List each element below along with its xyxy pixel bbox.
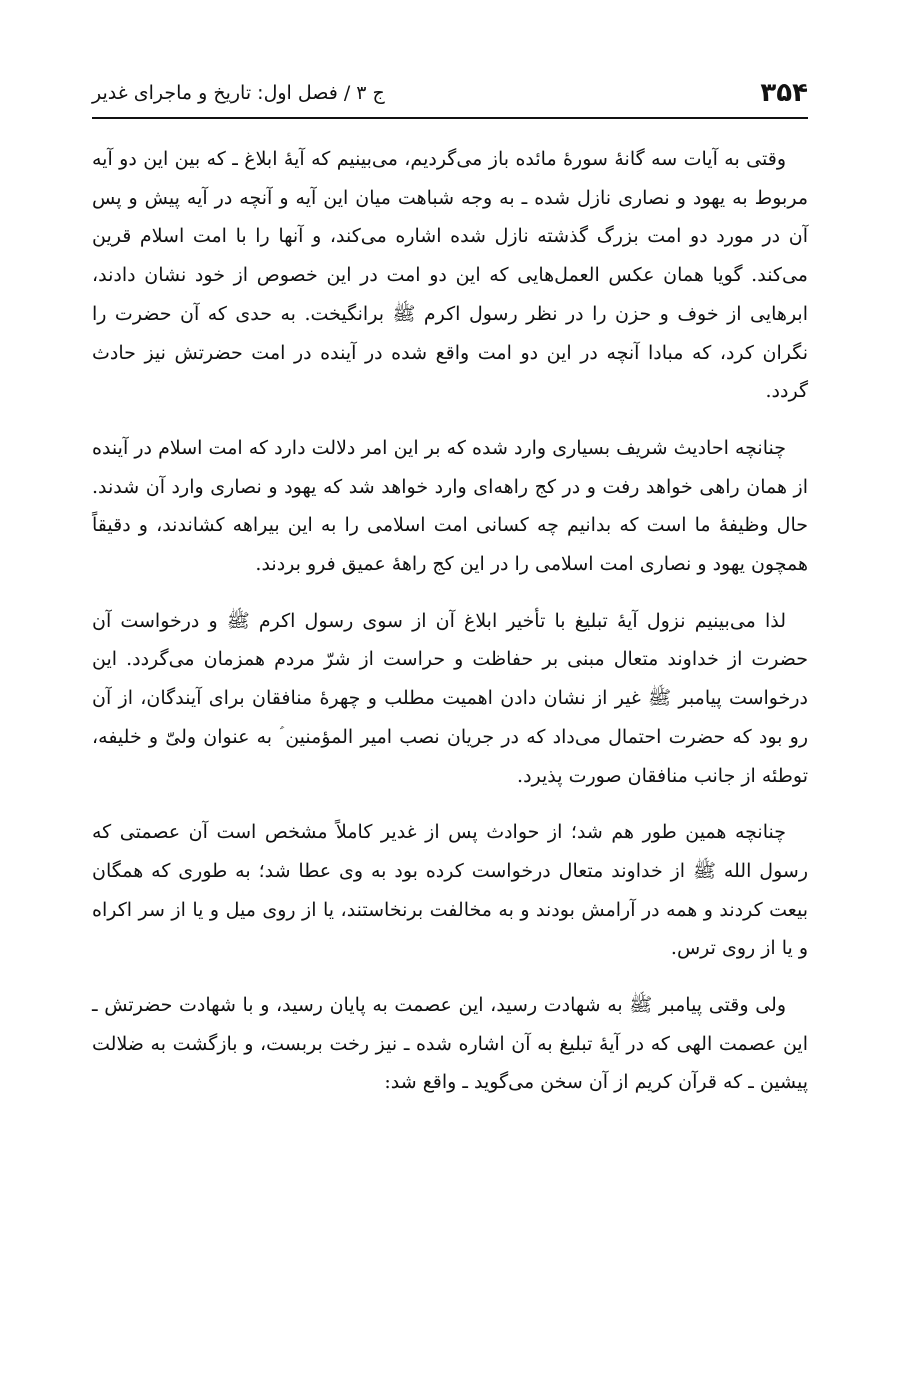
paragraph-2: چنانچه احادیث شریف بسیاری وارد شده که بر این امر دلالت دارد که امت اسلام در آینده از همان راهی خواهد رفت و در کج راهه‌ای وارد خواهد شد که یهود و نصاری وارد آن شدند. حال وظیفهٔ ما است که بدانیم چه کسانی امت اسلامی را به این بیراهه کشاندند، و دقیقاً همچون یهود و نصاری امت اسلامی را در این کج راههٔ عمیق فرو بردند.	[92, 436, 808, 576]
running-title: ج ۳ / فصل اول: تاریخ و ماجرای غدیر	[92, 82, 385, 104]
book-page	[92, 0, 808, 1390]
header-rule	[92, 117, 808, 119]
page-number: ۳۵۴	[760, 78, 808, 108]
paragraph-4: چنانچه همین طور هم شد؛ از حوادث پس از غدیر کاملاً مشخص است آن عصمتی که رسول الله ﷺ از خداوند متعال درخواست کرده بود به وی عطا شد؛ به طوری که همگان بیعت کردند و همه در آرامش بودند و به مخالفت برنخاستند، یا از روی میل و یا از سر اکراه و یا از روی ترس.	[92, 821, 808, 960]
paragraph-5: ولی وقتی پیامبر ﷺ به شهادت رسید، این عصمت به پایان رسید، و با شهادت حضرتش ـ این عصمت الهی که در آیهٔ تبلیغ به آن اشاره شده ـ نیز رخت بربست، و بازگشت به ضلالت پیشین ـ که قرآن کریم از آن سخن می‌گوید ـ واقع شد:	[92, 994, 808, 1094]
paragraph-3: لذا می‌بینیم نزول آیهٔ تبلیغ با تأخیر ابلاغ آن از سوی رسول اکرم ﷺ و درخواست آن حضرت از خداوند متعال مبنی بر حفاظت و حراست از شرّ مردم همزمان می‌گردد. این درخواست پیامبر ﷺ غیر از نشان دادن اهمیت مطلب و چهرهٔ منافقان برای آیندگان، از آن رو بود که حضرت احتمال می‌داد که در جریان نصب امیر المؤمنین ؑ به عنوان ولیّ و خلیفه، توطئه از جانب منافقان صورت پذیرد.	[92, 609, 808, 787]
body-text	[92, 140, 808, 1120]
paragraph-1: وقتی به آیات سه گانهٔ سورهٔ مائده باز می‌گردیم، می‌بینیم که آیهٔ ابلاغ ـ که بین این دو آیه مربوط به یهود و نصاری نازل شده ـ به وجه شباهت میان این آیه و آنچه در آیه پیش و پس آن در مورد دو امت بزرگ گذشته نازل شده اشاره می‌کند، و آنها را با امت اسلام قرین می‌کند. گویا همان عکس العمل‌هایی که این دو امت در این خصوص از خود نشان دادند، ابرهایی از خوف و حزن را در نظر رسول اکرم ﷺ برانگیخت. به حدی که آن حضرت را نگران کرد، که مبادا آنچه در این دو امت واقع شده در آینده در امت حضرتش نیز حادث گردد.	[92, 148, 808, 403]
running-header	[92, 68, 808, 108]
